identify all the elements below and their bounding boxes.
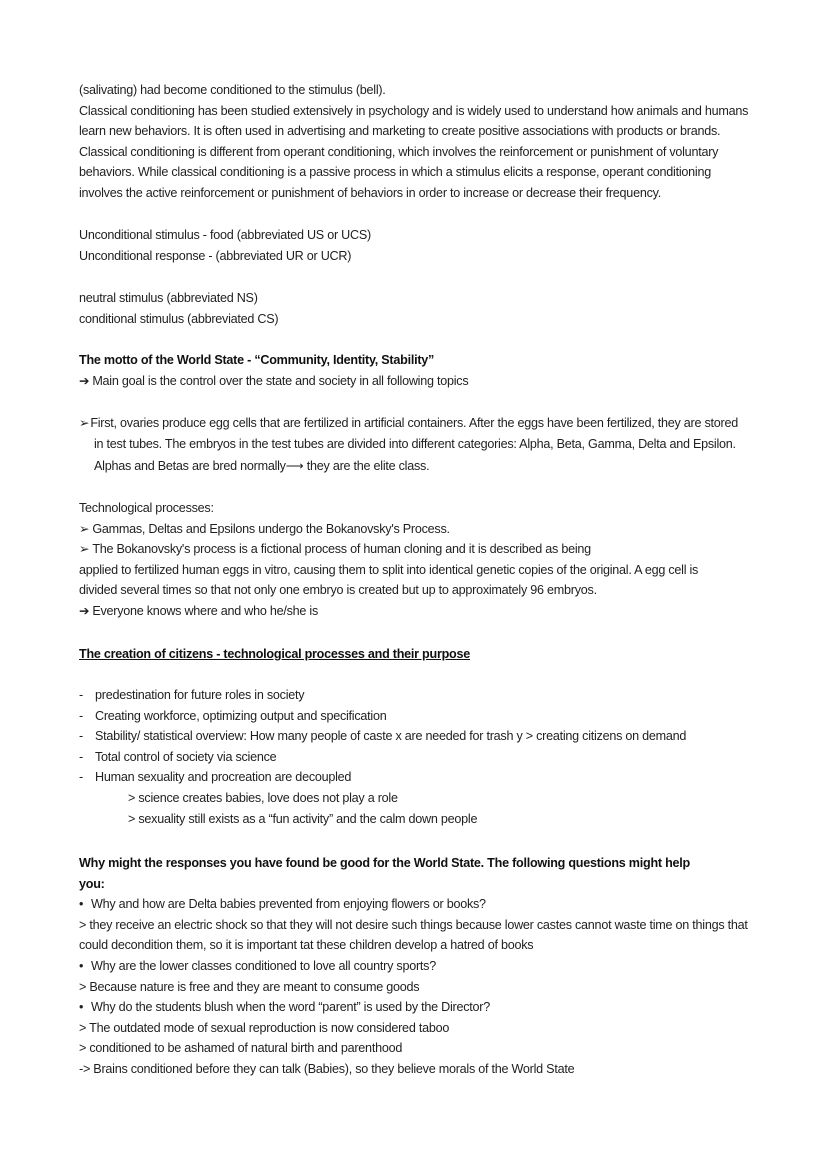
tech-continuation: divided several times so that not only one embryo is created but up to approximately 96 embryos. [79,583,597,598]
ovaries-paragraph [79,413,759,477]
tech-item [79,519,759,540]
tech-item [79,539,759,560]
motto-goal: Main goal is the control over the state and society in all following topics [92,373,469,388]
bullet-icon: • [79,958,84,973]
creation-heading: The creation of citizens - technological processes and their purpose [79,647,470,661]
unconditional-terms [79,225,759,266]
tech-everyone-line [79,601,759,622]
bullet-icon: • [79,1000,84,1015]
motto-goal-line [79,371,759,392]
why-section [79,853,759,1080]
why-bullet-line [79,894,759,915]
arrowhead-icon: ➢ [79,521,90,536]
why-bullet-line [79,956,759,977]
list-item-text: predestination for future roles in society [95,688,305,702]
dash-bullet: - [79,749,83,764]
list-item [79,747,759,768]
why-question: Why and how are Delta babies prevented from enjoying flowers or books? [91,897,486,912]
term-line: Unconditional response - (abbreviated UR or UCR) [79,248,352,263]
ovaries-text: First, ovaries produce egg cells that are fertilized in artificial containers. After the eggs have been fertilized, they are stored [90,416,738,430]
why-bullet-line [79,997,759,1018]
list-item [79,685,759,706]
intro-line: involves the active reinforcement or punishment of behaviors in order to increase or decrease their frequency. [79,185,661,200]
intro-line: Classical conditioning is different from operant conditioning, which involves the reinforcement or punishment of voluntary [79,144,719,159]
why-answer: -> Brains conditioned before they can talk (Babies), so they believe morals of the World State [79,1061,575,1076]
ovaries-line: Alphas and Betas are bred normally⟶ they are the elite class. [94,459,430,474]
bullet-icon: • [79,897,84,912]
intro-paragraph [79,80,759,204]
why-question: Why do the students blush when the word “parent” is used by the Director? [91,1000,490,1015]
sub-item: > science creates babies, love does not play a role [128,790,398,805]
sub-item: > sexuality still exists as a “fun activity” and the calm down people [128,811,478,826]
why-answer: could decondition them, so it is important tat these children develop a hatred of books [79,938,534,953]
arrowhead-icon: ➢ [79,542,90,557]
tech-continuation: applied to fertilized human eggs in vitro, causing them to split into identical genetic copies of the original. A egg cell is [79,562,699,577]
list-item [79,767,759,788]
arrowhead-icon: ➢ [79,416,90,430]
list-item [79,706,759,727]
dash-bullet: - [79,688,83,702]
creation-heading-block [79,644,759,665]
arrow-icon: ➔ [79,603,90,618]
ovaries-line: in test tubes. The embryos in the test tubes are divided into different categories: Alpha, Beta, Gamma, Delta and Epsilon. [94,436,736,451]
tech-title: Technological processes: [79,501,214,515]
list-item-text: Creating workforce, optimizing output and specification [95,708,387,723]
neutral-terms [79,288,759,329]
tech-item-text: The Bokanovsky's process is a fictional process of human cloning and it is described as being [92,542,591,557]
dash-bullet: - [79,729,83,744]
why-answer: > conditioned to be ashamed of natural birth and parenthood [79,1041,403,1056]
dash-bullet: - [79,770,83,785]
tech-everyone: Everyone knows where and who he/she is [92,603,319,618]
intro-line: (salivating) had become conditioned to the stimulus (bell). [79,83,386,97]
dash-bullet: - [79,708,83,723]
list-item-text: Human sexuality and procreation are decoupled [95,770,352,785]
list-item-text: Stability/ statistical overview: How many people of caste x are needed for trash y > creating citizens on demand [95,729,687,744]
why-answer: > The outdated mode of sexual reproduction is now considered taboo [79,1020,450,1035]
creation-list [79,685,759,829]
intro-line: Classical conditioning has been studied extensively in psychology and is widely used to understand how animals and humans [79,103,749,118]
motto-section [79,350,759,391]
list-item-text: Total control of society via science [95,749,277,764]
why-answer: > they receive an electric shock so that they will not desire such things because lower castes cannot waste time on things that [79,917,748,932]
intro-line: behaviors. While classical conditioning is a passive process in which a stimulus elicits a response, operant conditioning [79,165,711,180]
tech-processes-section [79,498,759,622]
why-heading: Why might the responses you have found be good for the World State. The following questions might help [79,856,690,870]
tech-item-text: Gammas, Deltas and Epsilons undergo the Bokanovsky's Process. [92,521,450,536]
list-item [79,726,759,747]
why-heading-cont: you: [79,876,105,891]
motto-heading: The motto of the World State - “Community, Identity, Stability” [79,353,435,367]
ovaries-line [79,413,759,434]
why-answer: > Because nature is free and they are meant to consume goods [79,979,420,994]
intro-line: learn new behaviors. It is often used in advertising and marketing to create positive associations with products or brands. [79,124,721,139]
arrow-icon: ➔ [79,373,90,388]
term-line: conditional stimulus (abbreviated CS) [79,311,279,326]
why-question: Why are the lower classes conditioned to love all country sports? [91,958,436,973]
term-line: neutral stimulus (abbreviated NS) [79,291,258,305]
term-line: Unconditional stimulus - food (abbreviated US or UCS) [79,228,371,242]
